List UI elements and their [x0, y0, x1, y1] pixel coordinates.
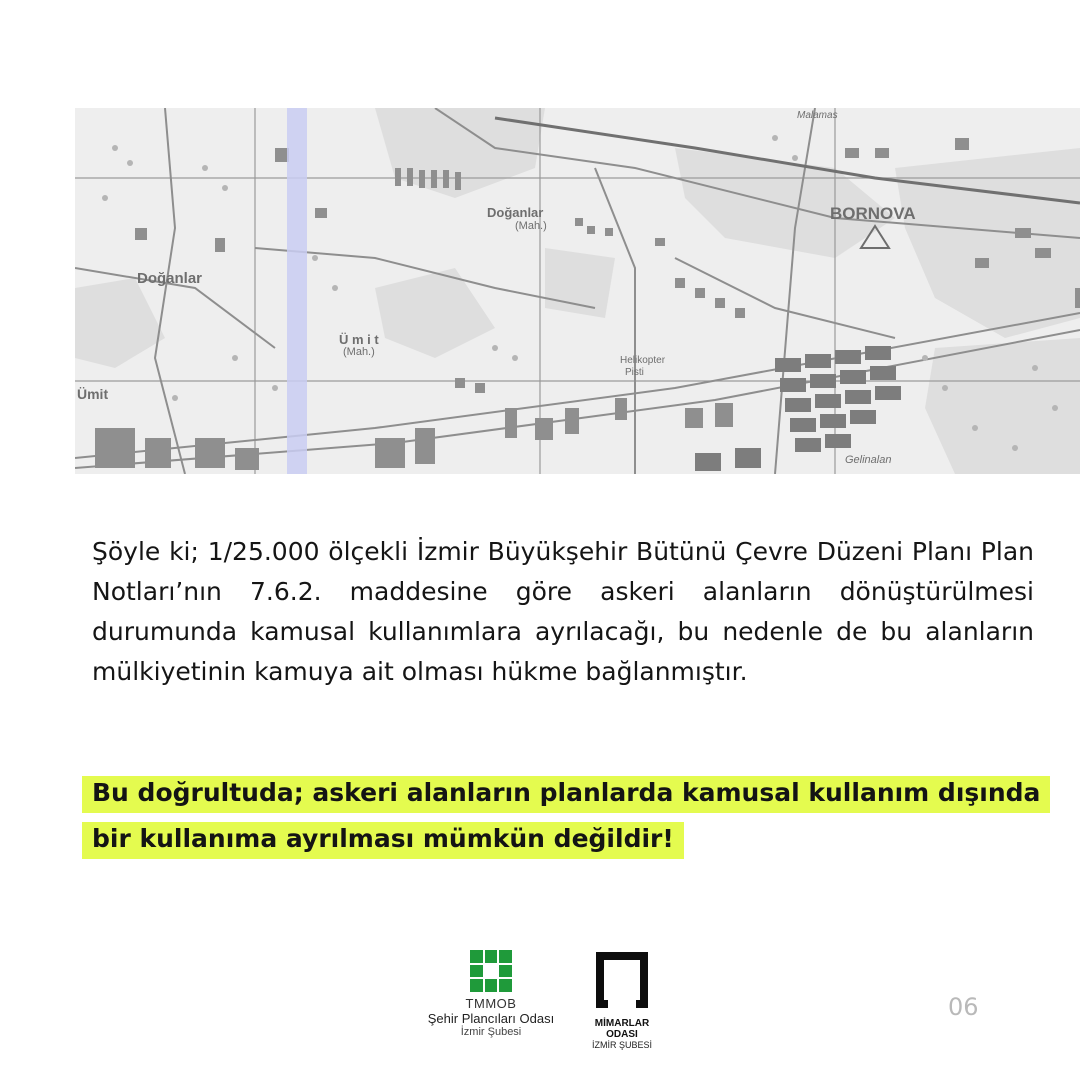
map-label-mah-2: (Mah.) — [343, 346, 375, 358]
map-label-umit-edge: Ümit — [77, 386, 109, 402]
map-label-umit: Ü m i t — [339, 332, 379, 347]
map-label-doganlar-mah: Doğanlar — [487, 205, 544, 220]
mimarlar-logo-line2: İZMİR ŞUBESİ — [591, 1040, 652, 1050]
sehir-logo-line1: TMMOB — [465, 996, 517, 1011]
mimarlar-odasi-logo — [580, 948, 664, 1050]
map-label-pisti: Pisti — [625, 367, 644, 378]
topographic-map — [75, 108, 1080, 474]
map-label-bornova: BORNOVA — [830, 204, 916, 223]
page-number: 06 — [948, 993, 979, 1021]
map-label-doganlar: Doğanlar — [137, 270, 203, 287]
mimarlar-logo-line1: MİMARLAR ODASI — [594, 1018, 650, 1040]
mimarlar-bracket-icon — [590, 948, 654, 1016]
sehir-plancilari-mark-icon — [470, 950, 512, 992]
map-label-helikopter: Helikopter — [620, 355, 666, 366]
sehir-logo-line3: İzmir Şubesi — [460, 1026, 522, 1038]
map-label-gelinalan: Gelinalan — [845, 454, 892, 466]
body-paragraph: Şöyle ki; 1/25.000 ölçekli İzmir Büyükşehir Bütünü Çevre Düzeni Planı Plan Notları’nın 7.6.2. maddesine göre askeri alanların dönüştürülmesi durumunda kamusal kullanımlara ayrılacağı, bu nedenle de bu alanların mülkiyetinin kamuya ait olması hükme bağlanmıştır. — [92, 537, 1034, 686]
sehir-plancilari-logo — [416, 950, 566, 1038]
map-drawing — [75, 108, 1080, 474]
highlight-text: Bu doğrultuda; askeri alanların planlarda kamusal kullanım dışında bir kullanıma ayrılması mümkün değildir! — [82, 776, 1050, 859]
sehir-logo-line2: Şehir Plancıları Odası — [427, 1011, 555, 1026]
highlight-statement — [82, 770, 1042, 862]
map-label-mah-1: (Mah.) — [515, 220, 547, 232]
map-label-malamas: Malamas — [797, 110, 838, 121]
